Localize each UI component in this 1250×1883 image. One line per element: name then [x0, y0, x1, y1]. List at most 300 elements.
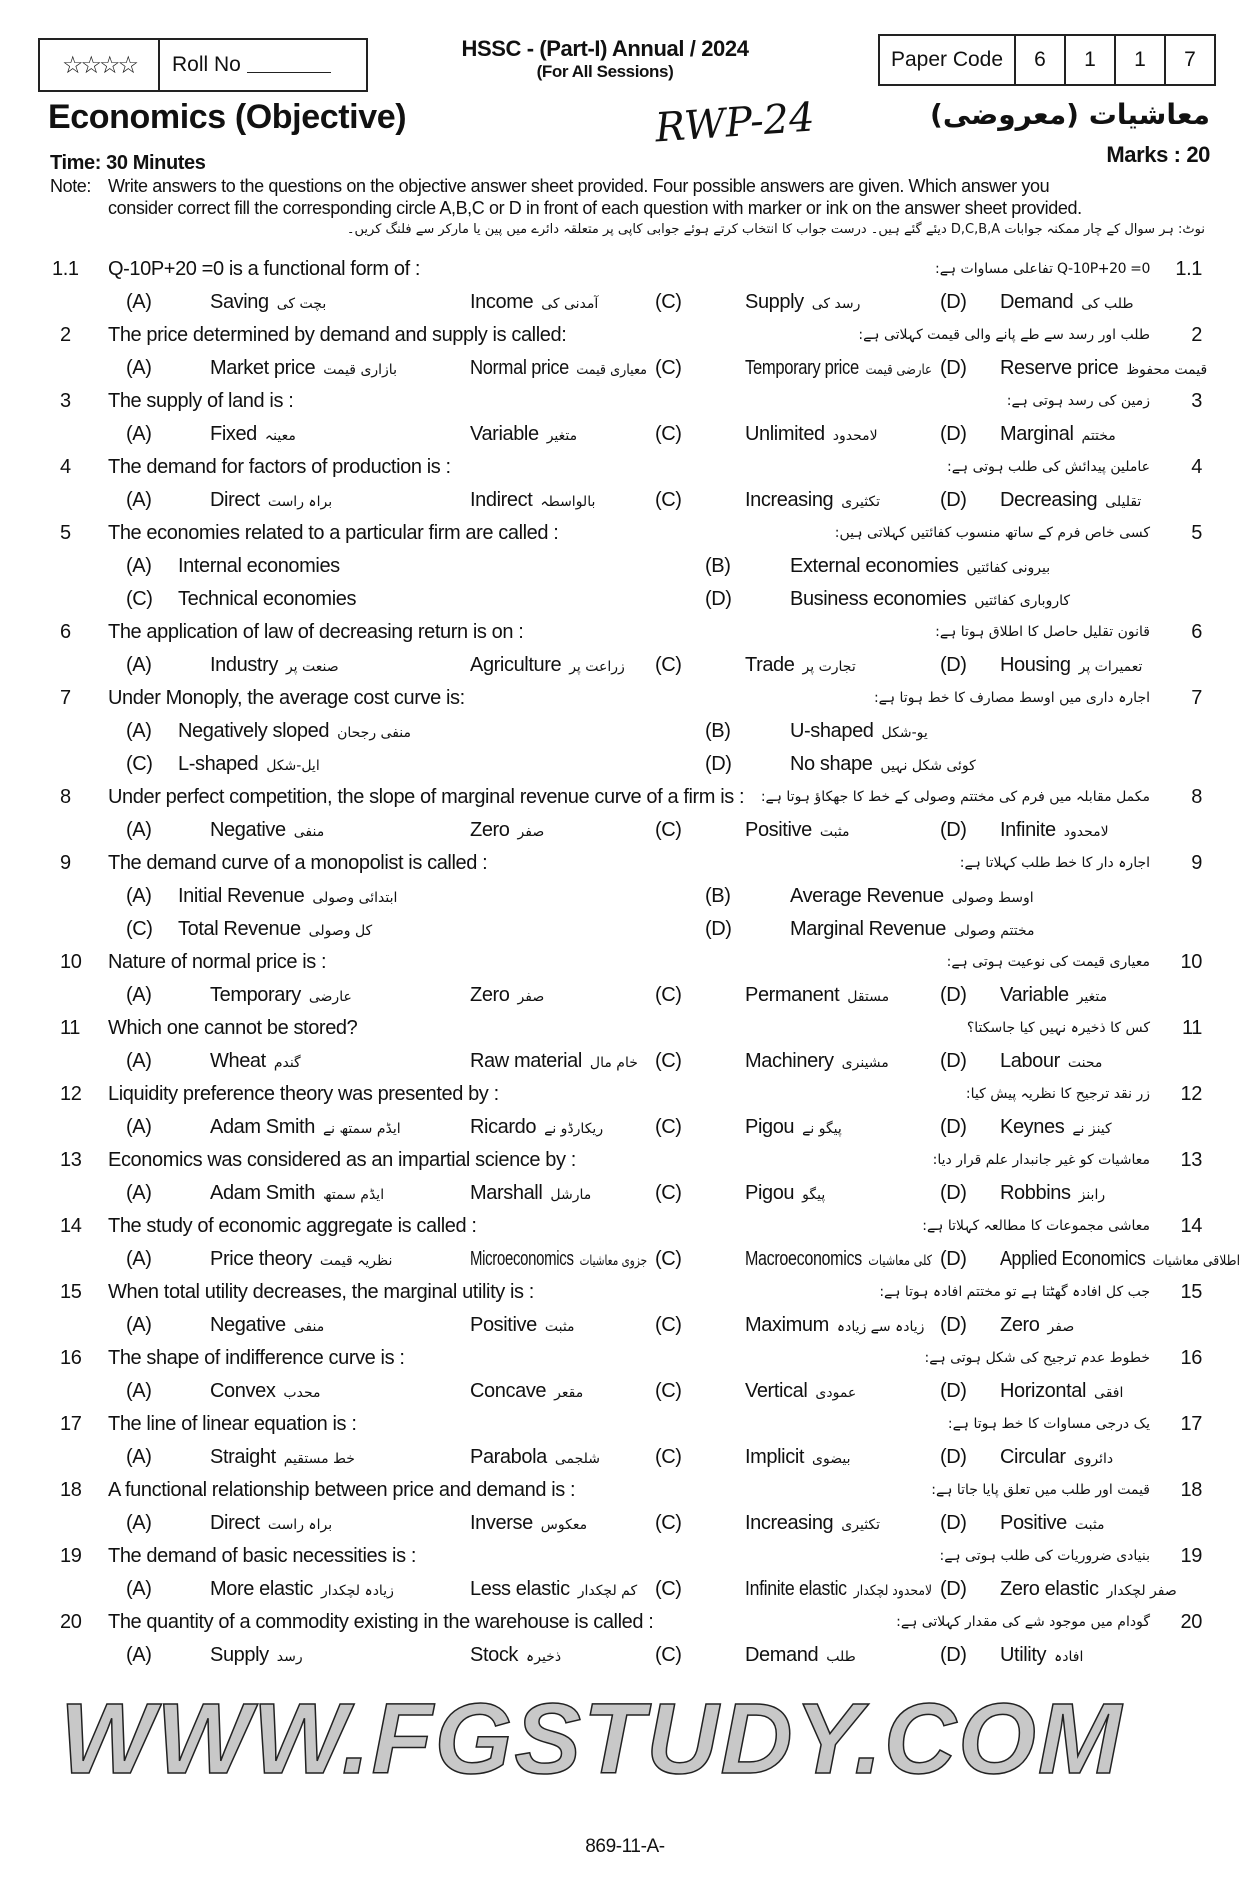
question-text: Q-10P+20 =0 is a functional form of : — [108, 258, 421, 280]
option-label: (A) — [126, 1446, 152, 1468]
option-text: Pigou — [745, 1182, 795, 1204]
option-text-urdu: بیرونی کفائتیں — [966, 560, 1051, 576]
option-text: Inverse — [470, 1512, 533, 1534]
option-text: Temporary — [210, 984, 301, 1006]
option-label: (C) — [655, 357, 682, 379]
option-text: Negative — [210, 1314, 286, 1336]
option — [210, 1182, 384, 1207]
option-text-urdu: صفر — [517, 824, 545, 840]
option-label: (C) — [655, 1380, 682, 1402]
option-text: L-shaped — [178, 753, 259, 775]
option-text: No shape — [790, 753, 873, 775]
question-number-urdu: 14 — [1180, 1215, 1202, 1237]
option-label: (D) — [940, 1248, 967, 1270]
option-text: Internal economies — [178, 555, 340, 577]
option-text: Positive — [1000, 1512, 1067, 1534]
option-label: (A) — [126, 720, 152, 742]
question-number-urdu: 15 — [1180, 1281, 1202, 1303]
question-row — [0, 946, 1250, 979]
question-text-urdu: عاملین پیدائش کی طلب ہوتی ہے: — [947, 459, 1150, 475]
option-text-urdu: پیگو — [802, 1187, 826, 1203]
paper-code-label: Paper Code — [880, 36, 1016, 84]
options-row — [0, 1177, 1250, 1210]
option-text-urdu: عمودی — [815, 1385, 857, 1401]
option-label: (C) — [655, 1116, 682, 1138]
option-text-urdu: ایڈم سمتھ نے — [322, 1121, 401, 1137]
option-text-urdu: مثبت — [544, 1319, 575, 1335]
question-text-urdu: طلب اور رسد سے طے پانے والی قیمت کہلاتی ہے: — [858, 327, 1150, 343]
question-row — [0, 1606, 1250, 1639]
option-label: (B) — [705, 885, 731, 907]
option-text-urdu: منفی — [293, 824, 325, 840]
option-text-urdu: گندم — [273, 1055, 301, 1071]
option-text-urdu: معینہ — [264, 428, 296, 444]
option — [790, 885, 1034, 910]
option-label: (A) — [126, 885, 152, 907]
question-row — [0, 451, 1250, 484]
option-text-urdu: منفی رجحان — [337, 725, 412, 741]
options-row — [0, 913, 1250, 946]
option-text-urdu: تعمیرات پر — [1078, 659, 1143, 675]
time-allowed: Time: 30 Minutes — [50, 152, 206, 174]
paper-code-box — [878, 34, 1216, 86]
question-text: The supply of land is : — [108, 390, 294, 412]
option — [790, 555, 1050, 580]
question-row — [0, 1144, 1250, 1177]
options-row — [0, 880, 1250, 913]
paper-code-digit: 1 — [1116, 36, 1166, 84]
options-row — [0, 484, 1250, 517]
option — [210, 1446, 355, 1471]
option — [745, 291, 860, 316]
option-text: U-shaped — [790, 720, 874, 742]
option-text-urdu: براہ راست — [267, 494, 333, 510]
question-row — [0, 1408, 1250, 1441]
option-text: Negatively sloped — [178, 720, 330, 742]
option-label: (A) — [126, 1050, 152, 1072]
option-text: Adam Smith — [210, 1116, 315, 1138]
option-text: Vertical — [745, 1380, 808, 1402]
roll-number-box — [38, 38, 368, 92]
option — [1000, 1116, 1112, 1141]
option-label: (C) — [655, 423, 682, 445]
option-text-urdu: براہ راست — [267, 1517, 333, 1533]
option-text: Positive — [745, 819, 812, 841]
option-text: Straight — [210, 1446, 276, 1468]
option-text: Less elastic — [470, 1578, 570, 1600]
option — [210, 1116, 401, 1141]
question-row — [0, 319, 1250, 352]
option-label: (C) — [655, 984, 682, 1006]
option — [745, 819, 850, 844]
option-text: Supply — [210, 1644, 269, 1666]
note-label: Note: — [50, 176, 92, 196]
option — [210, 1512, 332, 1537]
option-text-urdu: مختتم — [1081, 428, 1116, 444]
option-label: (C) — [126, 918, 153, 940]
option-text: Adam Smith — [210, 1182, 315, 1204]
handwritten-code: RWP-24 — [653, 94, 816, 152]
option-text: Horizontal — [1000, 1380, 1087, 1402]
option-text-urdu: بازاری قیمت — [323, 362, 397, 378]
option-text: Marshall — [470, 1182, 543, 1204]
option-label: (A) — [126, 1248, 152, 1270]
option-label: (A) — [126, 1512, 152, 1534]
option-text: Zero elastic — [1000, 1578, 1099, 1600]
option-label: (A) — [126, 1380, 152, 1402]
option-text-urdu: مختتم وصولی — [953, 923, 1035, 939]
question-text: Nature of normal price is : — [108, 951, 327, 973]
option-text-urdu: تکثیری — [841, 494, 881, 510]
option — [210, 819, 324, 844]
option-text: Variable — [470, 423, 539, 445]
question-number: 13 — [60, 1149, 82, 1171]
question-number: 7 — [60, 687, 71, 709]
question-number: 14 — [60, 1215, 82, 1237]
question-number: 1.1 — [52, 258, 79, 280]
option-text: Housing — [1000, 654, 1071, 676]
option — [745, 1182, 825, 1207]
option-text-urdu: طلب کی — [1081, 296, 1134, 312]
option-text-urdu: لامحدود — [832, 428, 878, 444]
option — [745, 489, 880, 514]
option — [210, 654, 339, 679]
option-text: Demand — [745, 1644, 819, 1666]
question-row — [0, 1012, 1250, 1045]
question-number-urdu: 5 — [1191, 522, 1202, 544]
option-label: (D) — [940, 1182, 967, 1204]
question-number-urdu: 1.1 — [1175, 258, 1202, 280]
option-text-urdu: اطلاقی معاشیات — [1152, 1253, 1241, 1269]
option — [470, 357, 647, 382]
option-text: Variable — [1000, 984, 1069, 1006]
option-text: Utility — [1000, 1644, 1047, 1666]
option — [1000, 1314, 1074, 1339]
option-text: Zero — [1000, 1314, 1040, 1336]
option-label: (D) — [940, 1050, 967, 1072]
question-text: The demand curve of a monopolist is called : — [108, 852, 488, 874]
option — [178, 555, 340, 578]
option — [470, 1446, 600, 1471]
option-label: (D) — [940, 1314, 967, 1336]
question-row — [0, 616, 1250, 649]
question-text-urdu: کس کا ذخیرہ نہیں کیا جاسکتا؟ — [966, 1020, 1150, 1036]
question-number-urdu: 6 — [1191, 621, 1202, 643]
question-text: The study of economic aggregate is called : — [108, 1215, 477, 1237]
option-label: (D) — [940, 819, 967, 841]
option-label: (A) — [126, 423, 152, 445]
option — [470, 1248, 647, 1273]
option — [210, 423, 296, 448]
option — [1000, 1512, 1105, 1537]
question-number-urdu: 20 — [1180, 1611, 1202, 1633]
options-row — [0, 550, 1250, 583]
question-number-urdu: 10 — [1180, 951, 1202, 973]
option-text-urdu: صفر — [1047, 1319, 1075, 1335]
question-number-urdu: 11 — [1182, 1017, 1202, 1039]
option-text-urdu: پیگو نے — [802, 1121, 842, 1137]
option-text-urdu: عارضی قیمت — [865, 362, 932, 378]
question-row — [0, 1540, 1250, 1573]
option-text: Positive — [470, 1314, 537, 1336]
question-number: 9 — [60, 852, 71, 874]
question-text-urdu: قیمت اور طلب میں تعلق پایا جاتا ہے: — [931, 1482, 1150, 1498]
question-number-urdu: 12 — [1180, 1083, 1202, 1105]
option-text: Convex — [210, 1380, 276, 1402]
option — [745, 1644, 856, 1669]
option-label: (C) — [655, 1446, 682, 1468]
question-number: 5 — [60, 522, 71, 544]
option-text: Zero — [470, 819, 510, 841]
option-text: Macroeconomics — [745, 1248, 862, 1270]
question-text-urdu: معیاری قیمت کی نوعیت ہوتی ہے: — [946, 954, 1150, 970]
option-text: Robbins — [1000, 1182, 1071, 1204]
question-number: 3 — [60, 390, 71, 412]
option-text-urdu: مارشل — [550, 1187, 592, 1203]
question-number-urdu: 13 — [1180, 1149, 1202, 1171]
option-text-urdu: کلی معاشیات — [868, 1253, 933, 1269]
option — [1000, 1050, 1102, 1075]
option-text-urdu: خام مال — [589, 1055, 638, 1071]
option-text: Implicit — [745, 1446, 805, 1468]
question-number: 19 — [60, 1545, 82, 1567]
option-text: Reserve price — [1000, 357, 1119, 379]
option — [470, 1578, 637, 1603]
option-text: Fixed — [210, 423, 257, 445]
question-text: The demand of basic necessities is : — [108, 1545, 416, 1567]
option-label: (A) — [126, 1116, 152, 1138]
option-label: (A) — [126, 654, 152, 676]
option-text: Market price — [210, 357, 316, 379]
option-label: (C) — [126, 588, 153, 610]
option-text: More elastic — [210, 1578, 314, 1600]
option-label: (D) — [940, 423, 967, 445]
option-label: (D) — [705, 753, 732, 775]
option-text: Business economies — [790, 588, 967, 610]
option-label: (C) — [655, 1512, 682, 1534]
option-text-urdu: تقلیلی — [1105, 494, 1142, 510]
option-text: Wheat — [210, 1050, 266, 1072]
option-text: Industry — [210, 654, 278, 676]
subject-title: Economics (Objective) — [48, 98, 407, 136]
question-number-urdu: 8 — [1191, 786, 1202, 808]
option-text-urdu: عارضی — [308, 989, 352, 1005]
option-text-urdu: بیضوی — [812, 1451, 851, 1467]
question-number-urdu: 19 — [1180, 1545, 1202, 1567]
option-text-urdu: منفی — [293, 1319, 325, 1335]
question-number: 11 — [60, 1017, 80, 1039]
option-text-urdu: رسد — [276, 1649, 303, 1665]
option-label: (A) — [126, 357, 152, 379]
option-text: Infinite elastic — [745, 1578, 847, 1600]
option-label: (B) — [705, 555, 731, 577]
options-row — [0, 1507, 1250, 1540]
option-text-urdu: اوسط وصولی — [951, 890, 1034, 906]
option-text-urdu: نظریہ قیمت — [319, 1253, 393, 1269]
question-text-urdu: اجارہ دار کا خط طلب کہلاتا ہے: — [959, 855, 1150, 871]
option-text: Technical economies — [178, 588, 357, 610]
options-row — [0, 1309, 1250, 1342]
option — [178, 588, 356, 611]
option-text-urdu: معکوس — [540, 1517, 588, 1533]
paper-code-digit: 7 — [1184, 48, 1196, 71]
option — [210, 1314, 324, 1339]
option-text: Unlimited — [745, 423, 825, 445]
option — [470, 1314, 575, 1339]
question-row — [0, 1474, 1250, 1507]
option — [745, 984, 889, 1009]
option-text: Keynes — [1000, 1116, 1065, 1138]
option-text: Microeconomics — [470, 1248, 574, 1270]
option-label: (A) — [126, 291, 152, 313]
option — [470, 291, 598, 316]
option — [470, 984, 544, 1009]
option-label: (D) — [940, 357, 967, 379]
option-label: (A) — [126, 1314, 152, 1336]
option-text-urdu: بچت کی — [276, 296, 327, 312]
question-text: The price determined by demand and supply is called: — [108, 324, 567, 346]
option — [790, 918, 1035, 943]
option — [745, 1578, 932, 1603]
question-text: The demand for factors of production is : — [108, 456, 451, 478]
option-text-urdu: آمدنی کی — [541, 296, 599, 312]
option-text: Indirect — [470, 489, 533, 511]
question-text: Liquidity preference theory was presented by : — [108, 1083, 499, 1105]
question-text-urdu: یک درجی مساوات کا خط ہوتا ہے: — [947, 1416, 1150, 1432]
options-row — [0, 1045, 1250, 1078]
question-number: 17 — [60, 1413, 82, 1435]
options-row — [0, 352, 1250, 385]
option — [470, 1182, 591, 1207]
option-text-urdu: زیادہ لچکدار — [321, 1583, 394, 1599]
sessions-label: (For All Sessions) — [536, 62, 674, 81]
option-text: Decreasing — [1000, 489, 1098, 511]
roll-no-field — [160, 40, 366, 90]
option — [1000, 1578, 1177, 1603]
option-label: (D) — [940, 1446, 967, 1468]
option — [745, 1446, 850, 1471]
options-row — [0, 748, 1250, 781]
option-text: Labour — [1000, 1050, 1060, 1072]
question-text: The shape of indifference curve is : — [108, 1347, 405, 1369]
option — [745, 1512, 880, 1537]
option-text: Increasing — [745, 1512, 834, 1534]
option-text: Stock — [470, 1644, 519, 1666]
option-label: (D) — [705, 588, 732, 610]
question-text: Under perfect competition, the slope of marginal revenue curve of a firm is : — [108, 786, 745, 808]
question-text: The quantity of a commodity existing in the warehouse is called : — [108, 1611, 654, 1633]
option — [470, 1380, 583, 1405]
option — [470, 423, 577, 448]
option-text-urdu: قیمت محفوظ — [1126, 362, 1208, 378]
option — [178, 753, 320, 778]
option-label: (C) — [655, 489, 682, 511]
option-text: Permanent — [745, 984, 840, 1006]
option-text: Zero — [470, 984, 510, 1006]
option — [470, 819, 544, 844]
question-text-urdu: معاشیات کو غیر جانبدار علم قرار دیا: — [932, 1152, 1150, 1168]
option-label: (C) — [655, 1050, 682, 1072]
option-label: (A) — [126, 1182, 152, 1204]
question-text-urdu: قانون تقلیل حاصل کا اطلاق ہوتا ہے: — [935, 624, 1150, 640]
option-label: (C) — [655, 1248, 682, 1270]
question-row — [0, 847, 1250, 880]
option-text: Saving — [210, 291, 269, 313]
option-text: Direct — [210, 489, 260, 511]
option-text: Increasing — [745, 489, 834, 511]
option-text-urdu: رسد کی — [811, 296, 861, 312]
option-text-urdu: متغیر — [546, 428, 578, 444]
question-number: 6 — [60, 621, 71, 643]
question-number: 20 — [60, 1611, 82, 1633]
option-text: Raw material — [470, 1050, 582, 1072]
option-text: Circular — [1000, 1446, 1066, 1468]
option-text: Average Revenue — [790, 885, 944, 907]
option — [745, 1314, 924, 1339]
exam-title: HSSC - (Part-I) Annual / 2024 — [461, 36, 749, 61]
option — [1000, 291, 1134, 316]
question-text-urdu: اجارہ داری میں اوسط مصارف کا خط ہوتا ہے: — [873, 690, 1150, 706]
options-row — [0, 583, 1250, 616]
option — [1000, 819, 1109, 844]
options-row — [0, 418, 1250, 451]
question-text-urdu: خطوط عدم ترجیح کی شکل ہوتی ہے: — [924, 1350, 1150, 1366]
option — [470, 1644, 561, 1669]
stars: ☆☆☆☆ — [40, 40, 160, 90]
option — [178, 885, 397, 910]
option — [1000, 1182, 1105, 1207]
question-text-urdu: کسی خاص فرم کے ساتھ منسوب کفائتیں کہلاتی ہیں: — [834, 525, 1150, 541]
option-text-urdu: محنت — [1067, 1055, 1103, 1071]
option — [1000, 489, 1141, 514]
roll-no-label: Roll No — [172, 53, 241, 76]
option-label: (C) — [655, 654, 682, 676]
option — [790, 588, 1070, 613]
question-number-urdu: 18 — [1180, 1479, 1202, 1501]
option-text-urdu: متغیر — [1076, 989, 1108, 1005]
option — [178, 918, 372, 943]
option-label: (C) — [655, 819, 682, 841]
question-row — [0, 1078, 1250, 1111]
question-number: 8 — [60, 786, 71, 808]
option — [790, 753, 976, 778]
option-label: (D) — [940, 1116, 967, 1138]
question-row — [0, 781, 1250, 814]
option — [1000, 1248, 1240, 1273]
options-row — [0, 1375, 1250, 1408]
question-row — [0, 1276, 1250, 1309]
question-text: The line of linear equation is : — [108, 1413, 357, 1435]
options-row — [0, 286, 1250, 319]
question-text: The economies related to a particular firm are called : — [108, 522, 559, 544]
option-text-urdu: زراعت پر — [569, 659, 625, 675]
option — [470, 1050, 638, 1075]
option-text: Normal price — [470, 357, 569, 379]
option — [470, 489, 595, 514]
question-number: 4 — [60, 456, 71, 478]
option-text-urdu: طلب — [826, 1649, 856, 1665]
option-text: Pigou — [745, 1116, 795, 1138]
option — [210, 1578, 394, 1603]
option-label: (A) — [126, 819, 152, 841]
option — [210, 1380, 321, 1405]
option — [210, 291, 326, 316]
options-row — [0, 715, 1250, 748]
option — [470, 1512, 587, 1537]
option-label: (D) — [940, 984, 967, 1006]
option — [1000, 1644, 1083, 1669]
option-text: Machinery — [745, 1050, 834, 1072]
